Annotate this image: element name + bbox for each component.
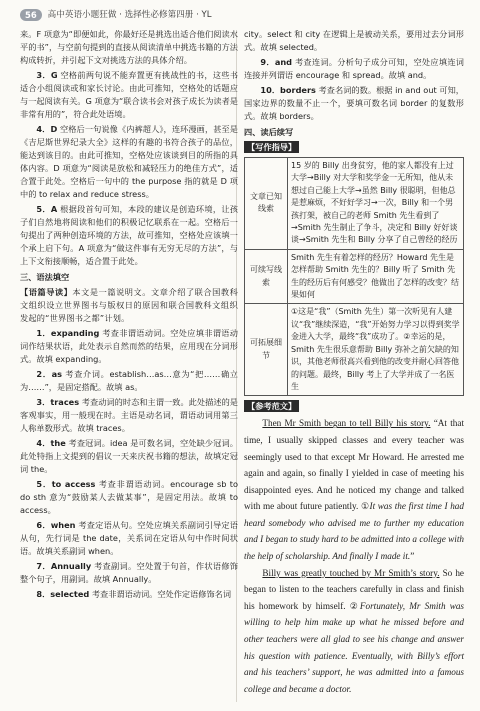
grammar-answer-item <box>20 478 238 517</box>
writing-guide-tag: 【写作指导】 <box>244 141 299 153</box>
page-header <box>20 8 460 22</box>
essay-lead-sentence: Billy was greatly touched by Mr Smith’s story. <box>262 567 440 578</box>
grammar-answer-item <box>20 396 238 435</box>
answer-item-3 <box>20 69 238 121</box>
passage-intro-tag: 【语篇导读】 <box>20 287 73 297</box>
sample-essay <box>244 415 464 697</box>
answer-key: 5．to access <box>36 479 96 489</box>
grammar-answer-list <box>20 327 238 601</box>
essay-paragraph-2 <box>244 565 464 698</box>
grammar-answer-item <box>20 560 238 586</box>
outline-label: 文章已知线索 <box>245 158 288 250</box>
answer-explanation: 根据段首句可知，本段的建议是创造环境，让孩子们自然地将阅读和他们的积极记忆联系在一起。空格后一句提出了两种创造环境的方法，故可推知，空格处应该填一个承上启下句。A 项意为“做这件事有无穷无尽的方法”，与上下文衔接顺畅，适合置于此处。 <box>20 204 238 266</box>
answer-key: 1．expanding <box>36 328 100 338</box>
writing-outline-table <box>244 157 464 396</box>
answer-key: 4．D <box>36 124 58 134</box>
section-title-writing: 四、读后续写 <box>244 127 294 137</box>
answer-explanation: 空格后一句说像《内裤超人》，连环漫画，甚至是《吉尼斯世界纪录大全》这样的有趣的书符合孩子的品位，能达到该目的。由此可推知，空格处应该谈到目的所指的具体内容。D 项意为“阅读是放松和减轻压力的绝佳方式”，适合置于此处。空格后一句中的 the purpose 指的就是 D 项中的 to relax and reduce stress。 <box>20 124 238 199</box>
essay-text: So he began to listen to the teachers carefully in class and finish his homework by himself. <box>244 567 464 611</box>
answer-explanation: 考查连词。分析句子成分可知，空处应填连词连接并列谓语 encourage 和 spread。故填 and。 <box>244 57 464 80</box>
annotation-mark: ② <box>349 600 360 611</box>
outline-content: 15 岁的 Billy 出身贫穷，他的家人都没有上过大学→Billy 对大学和奖学金一无所知，他从未想过自己能上大学→虽然 Billy 很聪明，但他总是惹麻烦，不好好学习→一次，Billy 和一个男孩打架，被自己的老师 Smith 先生看到了→Smith 先生制止了争斗，决定和 Billy 好好谈谈→Smith 先生和 Billy 分享了自己曾经的经历 <box>288 158 464 250</box>
essay-text: “At that time, I usually skipped classes and every teacher was seemingly used to that except Mr Howard. He arrested me again and again, so finally I yielded in case of meeting his disappointed eyes. And he noticed my change and talked with me about future patiently. <box>244 418 464 512</box>
answer-key: 4．the <box>36 438 66 448</box>
right-column <box>244 28 464 697</box>
essay-paragraph-1 <box>244 415 464 564</box>
answer-explanation: 空格前两句说不能弃置更有挑战性的书，这些书适合小组阅读或和家长讨论。由此可推知，空格处的话题应与一起阅读有关。G 项意为“联合读书会对孩子成长为读者是非常有用的”，符合此处语境。 <box>20 70 238 119</box>
answer-key: 8．selected <box>36 589 90 599</box>
answer-item-5 <box>20 203 238 268</box>
answer-key: 7．Annually <box>36 561 92 571</box>
answer-key: 5．A <box>36 204 58 214</box>
answer-key: 10．borders <box>260 85 316 95</box>
outline-content: ①这是“我”（Smith 先生）第一次听见有人建议“我”继续深造，“我”开始努力学习以得到奖学金进入大学，最终“我”成功了。②幸运的是，Smith 先生很乐意帮助 Billy 弥补之前欠缺的知识，其他老师很高兴看到他的改变并耐心回答他的问题。最终，Billy 考上了大学并成了一名医生 <box>288 304 464 396</box>
passage-intro <box>20 286 238 325</box>
essay-highlight: It was the first time I had heard somebody who advised me to further my education and I began to study hard to be admitted into a college with the help of scholarship. And finally I made it. <box>244 501 464 562</box>
page-number: 56 <box>20 9 42 21</box>
grammar-answer-item <box>20 437 238 476</box>
grammar-answer-item <box>20 588 238 601</box>
answer-key: 3．traces <box>36 397 80 407</box>
answer-explanation: 考查非谓语动词。空处应填非谓语动词作结果状语，此处表示自然而然的结果，应用现在分词形式。故填 expanding。 <box>20 328 238 364</box>
essay-highlight: Fortunately, Mr Smith was willing to help him make up what he missed before and other teachers were all glad to see his change and answer his question with patience. Eventually, with Billy’s effort and his teachers’ support, he was admitted into a famous college and became a doctor. <box>244 600 465 694</box>
left-column <box>20 28 238 603</box>
answer-explanation: 考查名词的数。根据 in and out 可知，国家边界的数量不止一个，要填可数名词 border 的复数形式。故填 borders。 <box>244 85 464 121</box>
answer-item-10 <box>244 84 464 123</box>
book-title: 高中英语小题狂做 · 选择性必修第四册 · YL <box>47 9 212 20</box>
passage-intro-text: 本文是一篇说明文。文章介绍了联合国教科文组织设立世界图书与版权日的原因和联合国教科文组织发起的“世界图书之都”计划。 <box>20 287 238 323</box>
answer-explanation: 考查副词。空处置于句首，作状语修饰整个句子，用副词。故填 Annually。 <box>20 561 238 584</box>
outline-row <box>245 249 464 304</box>
essay-text: ” <box>410 551 415 562</box>
outline-label: 可续写线索 <box>245 249 288 304</box>
outline-content: Smith 先生有着怎样的经历？Howard 先生是怎样帮助 Smith 先生的？Billy 听了 Smith 先生的经历后有何感受？他做出了怎样的改变？结果如何 <box>288 249 464 304</box>
annotation-mark: ① <box>360 501 370 512</box>
grammar-answer-item <box>20 368 238 394</box>
answer-paragraph: 来。F 项意为“即便如此，你最好还是挑选出适合他们阅读水平的书”，与空前句提到的直接从阅读清单中挑选书籍的方法构成转折，并引起下文对挑选方法的具体介绍。 <box>20 29 238 65</box>
sample-essay-tag: 【参考范文】 <box>244 400 299 412</box>
answer-explanation: 考查非谓语动词。encourage sb to do sth 意为“鼓励某人去做某事”，是固定用法。故填 to access。 <box>20 479 239 515</box>
answer-key: 3．G <box>36 70 58 80</box>
answer-key: 9．and <box>260 57 293 67</box>
answer-item-9 <box>244 56 464 82</box>
answer-explanation: 考查冠词。idea 是可数名词，空处缺少冠词。此处特指上文提到的倡议一天来庆祝书籍的想法，故填定冠词 the。 <box>20 438 238 474</box>
answer-explanation: 考查定语从句。空处应填关系副词引导定语从句，先行词是 the date，关系词在定语从句中作时间状语。故填关系副词 when。 <box>20 520 238 556</box>
outline-row <box>245 158 464 250</box>
grammar-answer-item <box>20 519 238 558</box>
answer-explanation: 考查介词。establish…as…意为“把……确立为……”，是固定搭配。故填 as。 <box>20 369 238 392</box>
grammar-answer-item <box>20 327 238 366</box>
outline-row <box>245 304 464 396</box>
answer-item-4 <box>20 123 238 201</box>
answer-key: 2．as <box>36 369 62 379</box>
answer-explanation: 考查非谓语动词。空处作定语修饰名词 <box>91 589 232 599</box>
answer-explanation: 考查动词的时态和主谓一致。此处描述的是客观事实，用一般现在时。主语是动名词，谓语动词用第三人称单数形式。故填 traces。 <box>20 397 238 433</box>
answer-continuation: city。select 和 city 在逻辑上是被动关系，要用过去分词形式。故填 selected。 <box>244 29 464 52</box>
section-title-grammar: 三、语法填空 <box>20 272 70 282</box>
answer-key: 6．when <box>36 520 76 530</box>
outline-label: 可拓展细节 <box>245 304 288 396</box>
essay-lead-sentence: Then Mr Smith began to tell Billy his story. <box>262 418 431 429</box>
